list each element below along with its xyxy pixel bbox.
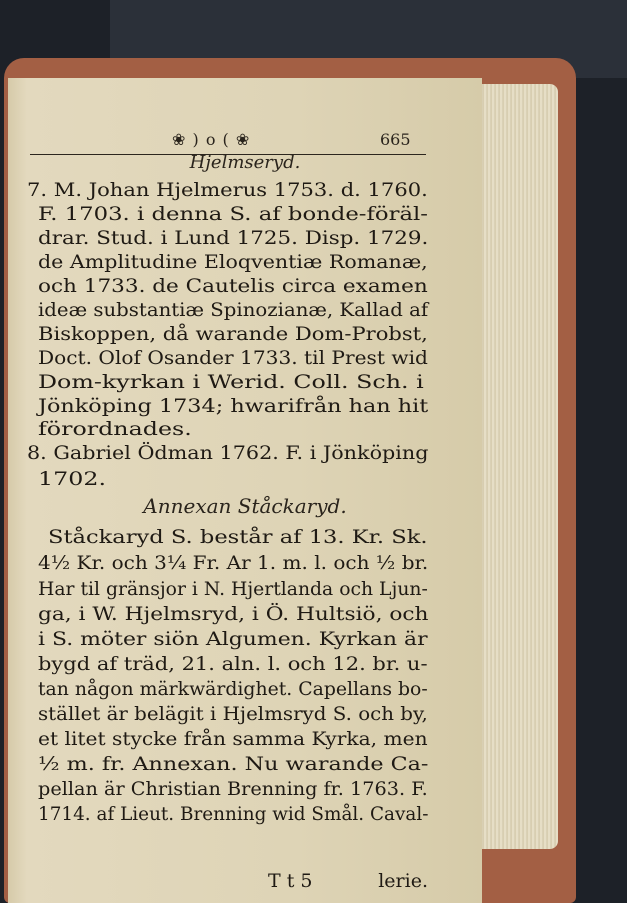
text-line: stället är belägit i Hjelmsryd S. och by, bbox=[38, 703, 428, 725]
text-line: ga, i W. Hjelmsryd, i Ö. Hultsiö, och bbox=[38, 603, 429, 625]
text-line: Dom-kyrkan i Werid. Coll. Sch. i bbox=[38, 371, 424, 393]
text-line: drar. Stud. i Lund 1725. Disp. 1729. bbox=[38, 227, 429, 249]
text-line: pellan är Christian Brenning fr. 1763. F. bbox=[38, 778, 428, 800]
text-line: tan någon märkwärdighet. Capellans bo- bbox=[38, 678, 428, 700]
text-line: 1714. af Lieut. Brenning wid Smål. Caval- bbox=[38, 803, 429, 825]
signature-mark: T t 5 bbox=[268, 870, 313, 892]
text-line: bygd af träd, 21. aln. l. och 12. br. u- bbox=[38, 653, 428, 675]
catchword: lerie. bbox=[378, 870, 428, 892]
text-line: Jönköping 1734; hwarifrån han hit bbox=[38, 395, 429, 417]
text-line: 7. M. Johan Hjelmerus 1753. d. 1760. bbox=[27, 179, 428, 201]
text-line: Ståckaryd S. består af 13. Kr. Sk. bbox=[48, 526, 428, 548]
text-line: Doct. Olof Osander 1733. til Prest wid bbox=[38, 347, 428, 369]
text-line: et litet stycke från samma Kyrka, men bbox=[38, 728, 428, 750]
text-line: 8. Gabriel Ödman 1762. F. i Jönköping bbox=[27, 442, 429, 464]
text-line: ½ m. fr. Annexan. Nu warande Ca- bbox=[38, 753, 429, 775]
page-number: 665 bbox=[380, 130, 411, 149]
section-heading: Hjelmseryd. bbox=[189, 152, 301, 173]
text-line: F. 1703. i denna S. af bonde-föräl- bbox=[38, 203, 428, 225]
text-line: 1702. bbox=[38, 468, 107, 490]
book-page bbox=[8, 78, 482, 903]
text-line: 4½ Kr. och 3¼ Fr. Ar 1. m. l. och ½ br. bbox=[38, 552, 429, 574]
header-ornament: ❀ ) o ( ❀ bbox=[172, 130, 251, 149]
text-line: och 1733. de Cautelis circa examen bbox=[38, 275, 428, 297]
text-line: ideæ substantiæ Spinozianæ, Kallad af bbox=[38, 299, 429, 321]
text-line: Biskoppen, då warande Dom-Probst, bbox=[38, 323, 428, 345]
text-line: de Amplitudine Eloqventiæ Romanæ, bbox=[38, 251, 428, 273]
text-line: Har til gränsjor i N. Hjertlanda och Ljun- bbox=[38, 578, 428, 600]
annex-heading: Annexan Ståckaryd. bbox=[143, 494, 347, 518]
text-line: förordnades. bbox=[38, 418, 192, 440]
text-line: i S. möter siön Algumen. Kyrkan är bbox=[38, 628, 428, 650]
